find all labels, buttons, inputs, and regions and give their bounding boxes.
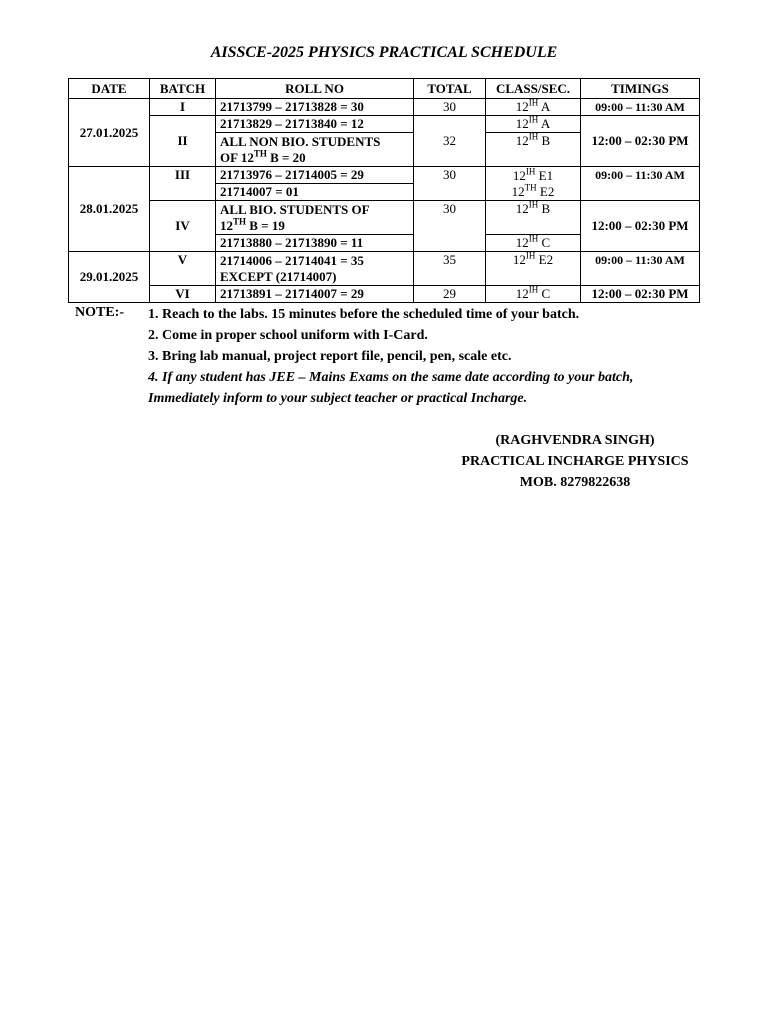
total-cell: 30 [414,201,486,252]
table-row [69,252,700,286]
roll-cell: ALL NON BIO. STUDENTS OF 12TH B = 20 [216,133,414,167]
class-cell: $12^{IH}$ A [486,116,581,133]
batch-cell: VI [150,286,216,303]
timing-cell: 09:00 – 11:30 AM [581,99,700,116]
roll-cell: 21713829 – 21713840 = 12 [216,116,414,133]
header-batch: BATCH [150,79,216,99]
roll-cell: 21713891 – 21714007 = 29 [216,286,414,303]
header-date: DATE [69,79,150,99]
class-cell: $12^{IH}$ E2 [486,252,581,286]
batch-cell: IV [150,201,216,252]
signature-block [420,430,730,493]
note-item: 3. Bring lab manual, project report file, pencil, pen, scale etc. [148,349,512,364]
table-row [69,201,700,218]
timing-cell: 09:00 – 11:30 AM [581,252,700,286]
note-item: 2. Come in proper school uniform with I-Card. [148,328,428,343]
roll-cell: 21713880 – 21713890 = 11 [216,235,414,252]
roll-cell: 21713799 – 21713828 = 30 [216,99,414,116]
signatory-mobile: MOB. 8279822638 [519,475,631,490]
class-cell: $12^{IH}$ C [486,286,581,303]
signatory-name: (RAGHVENDRA SINGH) [495,433,655,448]
timing-cell: 12:00 – 02:30 PM [581,286,700,303]
roll-cell: 21714006 – 21714041 = 35 EXCEPT (21714007) [216,252,414,286]
note-label: NOTE:- [75,305,124,320]
batch-cell: V [150,252,216,286]
class-cell: $12^{IH}$ B [486,201,581,235]
header-class-sec: CLASS/SEC. [486,79,581,99]
date-cell: 28.01.2025 [69,167,150,252]
schedule-table [68,78,700,303]
page-title: AISSCE-2025 PHYSICS PRACTICAL SCHEDULE [210,44,558,61]
date-cell: 27.01.2025 [69,99,150,167]
class-cell: $12^{IH}$ E1 12TH E2 [486,167,581,201]
table-row [69,286,700,303]
class-cell: $12^{IH}$ C [486,235,581,252]
note-item: 4. If any student has JEE – Mains Exams on the same date according to your batch, [148,370,634,385]
total-cell: 32 [414,116,486,167]
note-item: Immediately inform to your subject teacher or practical Incharge. [148,391,528,406]
timing-cell: 12:00 – 02:30 PM [581,116,700,167]
header-total: TOTAL [414,79,486,99]
table-row [69,99,700,116]
total-cell: 30 [414,167,486,201]
table-row [69,167,700,184]
batch-cell: I [150,99,216,116]
date-cell: 29.01.2025 [69,252,150,303]
roll-cell: ALL BIO. STUDENTS OF 12TH B = 19 [216,201,414,235]
timing-cell: 09:00 – 11:30 AM [581,167,700,201]
roll-cell: 21713976 – 21714005 = 29 [216,167,414,184]
table-header-row [69,79,700,99]
total-cell: 35 [414,252,486,286]
class-cell: $12^{IH}$ A [486,99,581,116]
roll-cell: 21714007 = 01 [216,184,414,201]
header-roll-no: ROLL NO [216,79,414,99]
timing-cell: 12:00 – 02:30 PM [581,201,700,252]
note-item: 1. Reach to the labs. 15 minutes before the scheduled time of your batch. [148,307,580,322]
batch-cell: II [150,116,216,167]
total-cell: 30 [414,99,486,116]
signatory-designation: PRACTICAL INCHARGE PHYSICS [461,454,689,469]
total-cell: 29 [414,286,486,303]
class-cell: $12^{IH}$ B [486,133,581,167]
batch-cell: III [150,167,216,201]
table-row [69,116,700,133]
header-timings: TIMINGS [581,79,700,99]
